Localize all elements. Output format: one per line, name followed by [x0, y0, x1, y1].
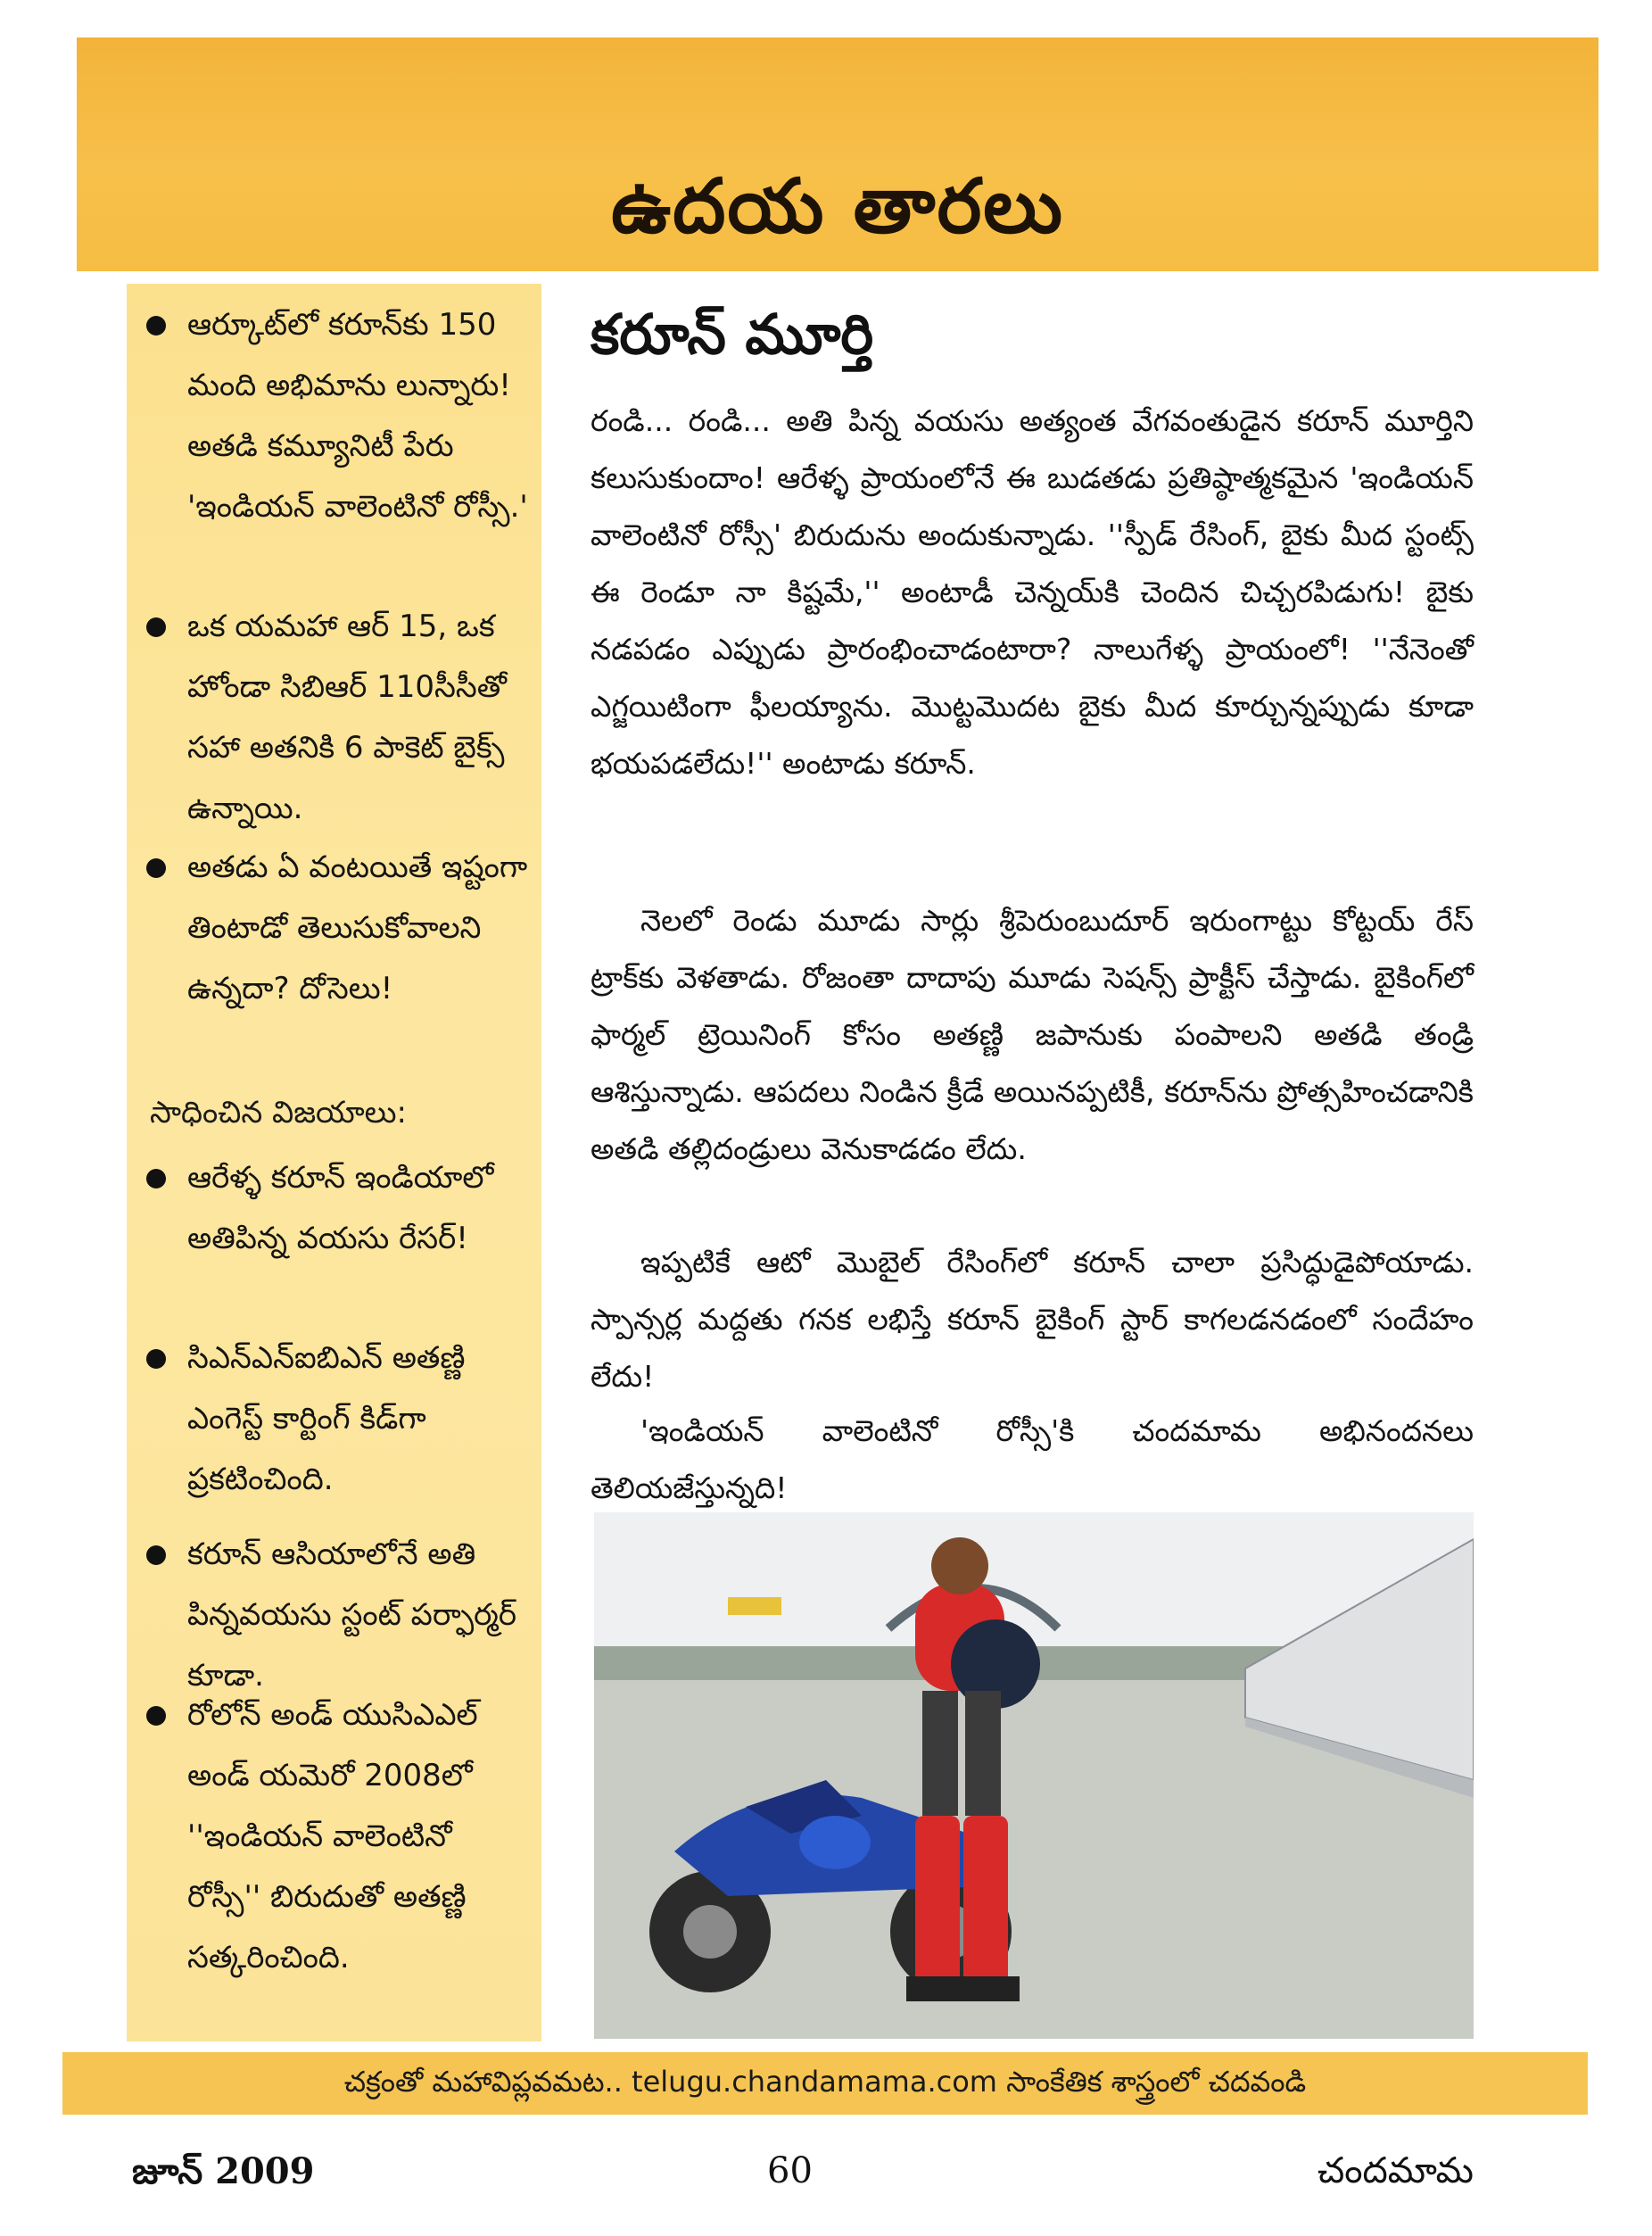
sidebar-facts-box [127, 284, 541, 2041]
bullet-icon [146, 1349, 166, 1369]
header-band [77, 37, 1598, 271]
sidebar-achievement [146, 1685, 530, 1988]
sidebar-achievement [146, 1328, 530, 1510]
page-number: 60 [767, 2150, 813, 2191]
article-title: కరూన్ మూర్తి [591, 302, 874, 367]
sidebar-achievement-text: ఆరేళ్ళ కరూన్ ఇండియాలో అతిపిన్న వయసు రేసర్! [187, 1160, 494, 1256]
achievements-heading: సాధించిన విజయాలు: [150, 1095, 408, 1130]
article-paragraph: 'ఇండియన్ వాలెంటినో రోస్సీ'కి చందమామ అభినందనలు తెలియజేస్తున్నది! [591, 1413, 1474, 1505]
issue-date: జూన్ 2009 [132, 2150, 315, 2192]
article-paragraph: ఇప్పటికే ఆటో మొబైల్ రేసింగ్‌లో కరూన్ చాలా ప్రసిద్ధుడైపోయాడు. స్పాన్సర్ల మద్దతు గనక లభిస్తే కరూన్ బైకింగ్ స్టార్ కాగలడనడంలో సందేహం లేదు! [591, 1245, 1474, 1394]
bullet-icon [146, 1706, 166, 1726]
footer-banner-text: చక్రంతో మహావిప్లవమట.. telugu.chandamama.com సాంకేతిక శాస్త్రంలో చదవండి [343, 2065, 1307, 2099]
sidebar-achievement-text: రోలోన్ అండ్ యుసిఎఎల్ అండ్ యమెరో 2008లో ''ఇండియన్ వాలెంటినో రోస్సీ'' బిరుదుతో అతణ్ణి సత్కరించింది. [187, 1697, 478, 1975]
sidebar-fact-text: అతడు ఏ వంటయితే ఇష్టంగా తింటాడో తెలుసుకోవాలని ఉన్నదా? దోసెలు! [187, 849, 528, 1006]
bullet-icon [146, 1545, 166, 1565]
bullet-icon [146, 858, 166, 878]
sidebar-fact [146, 837, 530, 1019]
section-title: ఉదయ తారలు [611, 162, 1064, 250]
bullet-icon [146, 617, 166, 637]
sidebar-fact [146, 294, 530, 537]
sidebar-fact [146, 596, 530, 839]
sidebar-achievement-text: కరూన్ ఆసియాలోనే అతి పిన్నవయసు స్టంట్ పర్ఫార్మర్ కూడా. [187, 1536, 517, 1694]
sidebar-achievement [146, 1524, 530, 1706]
bullet-icon [146, 1169, 166, 1188]
footer-banner [62, 2052, 1588, 2115]
magazine-name: చందమామ [1317, 2150, 1474, 2191]
sidebar-fact-text: ఆర్కూట్‌లో కరూన్‌కు 150 మంది అభిమాను లున్నారు! అతడి కమ్యూనిటీ పేరు 'ఇండియన్ వాలెంటినో రోస్సీ.' [187, 307, 528, 525]
sidebar-achievement-text: సిఎన్ఎన్ఐబిఎన్ అతణ్ణి ఎంగెస్ట్ కార్టింగ్ కిడ్‌గా ప్రకటించింది. [187, 1340, 466, 1497]
racer-photo [594, 1512, 1474, 2039]
racer-photo-illustration [594, 1512, 1474, 2039]
bullet-icon [146, 316, 166, 335]
article-paragraph: రండి... రండి... అతి పిన్న వయసు అత్యంత వేగవంతుడైన కరూన్ మూర్తిని కలుసుకుందాం! ఆరేళ్ళ ప్రాయంలోనే ఈ బుడతడు ప్రతిష్ఠాత్మకమైన 'ఇండియన్ వాలెంటినో రోస్సీ' బిరుదును అందుకున్నాడు. ''స్పీడ్ రేసింగ్, బైకు మీద స్టంట్స్ ఈ రెండూ నా కిష్టమే,'' అంటాడీ చెన్నయ్‌కి చెందిన చిచ్చరపిడుగు! బైకు నడపడం ఎప్పుడు ప్రారంభించాడంటారా? నాలుగేళ్ళ ప్రాయంలో! ''నేనెంతో ఎగ్జయిటింగా ఫీలయ్యాను. మొట్టమొదట బైకు మీద కూర్చున్నప్పుడు కూడా భయపడలేదు!'' అంటాడు కరూన్. [591, 403, 1474, 781]
sidebar-achievement [146, 1147, 530, 1269]
sidebar-fact-text: ఒక యమహా ఆర్ 15, ఒక హోండా సిబిఆర్ 110సీసీతో సహా అతనికి 6 పాకెట్ బైక్స్ ఉన్నాయి. [187, 609, 507, 826]
article-paragraph: నెలలో రెండు మూడు సార్లు శ్రీపెరుంబుదూర్ ఇరుంగాట్టు కోట్టయ్ రేస్ ట్రాక్‌కు వెళతాడు. రోజంతా దాదాపు మూడు సెషన్స్ ప్రాక్టీస్ చేస్తాడు. బైకింగ్‌లో ఫార్మల్ ట్రెయినింగ్ కోసం అతణ్ణి జపానుకు పంపాలని అతడి తండ్రి ఆశిస్తున్నాడు. ఆపదలు నిండిన క్రీడే అయినప్పటికీ, కరూన్‌ను ప్రోత్సహించడానికి అతడి తల్లిదండ్రులు వెనుకాడడం లేదు. [591, 903, 1474, 1166]
